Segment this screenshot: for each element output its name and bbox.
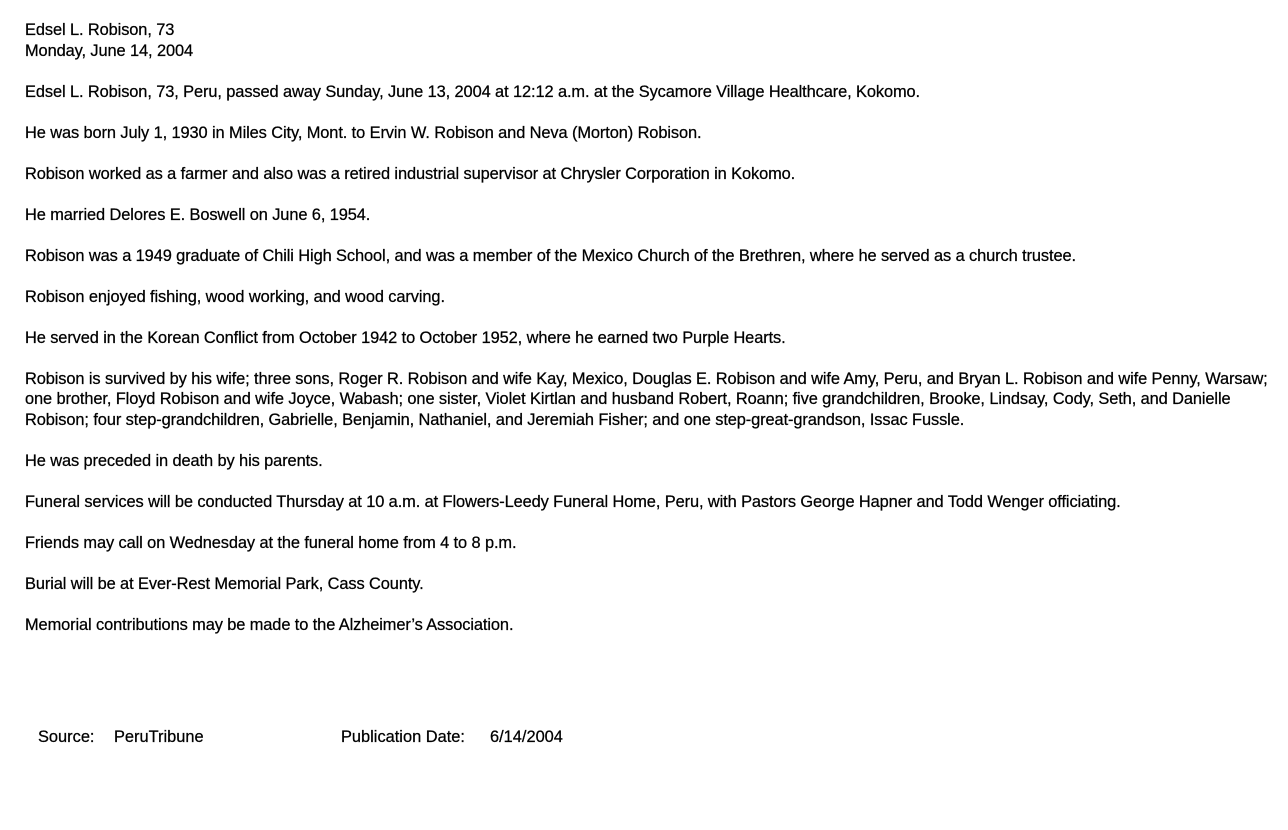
paragraph-military: He served in the Korean Conflict from October 1942 to October 1952, where he earned two Purple Hearts. <box>25 328 786 347</box>
source-footer <box>38 727 563 830</box>
paragraph-education: Robison was a 1949 graduate of Chili High School, and was a member of the Mexico Church of the Brethren, where he served as a church trustee. <box>25 246 1076 265</box>
obituary-document <box>25 20 1275 635</box>
publication-date-label: Publication Date: <box>341 728 465 746</box>
source-label: Source: <box>38 728 95 746</box>
paragraph-visitation: Friends may call on Wednesday at the funeral home from 4 to 8 p.m. <box>25 533 517 552</box>
source-value: PeruTribune <box>114 728 204 746</box>
paragraph-birth: He was born July 1, 1930 in Miles City, Mont. to Ervin W. Robison and Neva (Morton) Robison. <box>25 123 702 142</box>
paragraph-burial: Burial will be at Ever-Rest Memorial Park, Cass County. <box>25 574 424 593</box>
paragraph-career: Robison worked as a farmer and also was a retired industrial supervisor at Chrysler Corporation in Kokomo. <box>25 164 796 183</box>
paragraph-funeral: Funeral services will be conducted Thursday at 10 a.m. at Flowers-Leedy Funeral Home, Peru, with Pastors George Hapner and Todd Wenger officiating. <box>25 492 1121 511</box>
obituary-date: Monday, June 14, 2004 <box>25 41 194 60</box>
paragraph-preceded: He was preceded in death by his parents. <box>25 451 323 470</box>
obituary-title: Edsel L. Robison, 73 <box>25 21 175 39</box>
paragraph-memorials: Memorial contributions may be made to the Alzheimer’s Association. <box>25 615 514 634</box>
paragraph-survivors: Robison is survived by his wife; three sons, Roger R. Robison and wife Kay, Mexico, Douglas E. Robison and wife Amy, Peru, and Bryan L. Robison and wife Penny, Warsaw; one brother, Floyd Robison and wife Joyce, Wabash; one sister, Violet Kirtlan and husband Robert, Roann; five grandchildren, Brooke, Lindsay, Cody, Seth, and Danielle Robison; four step-grandchildren, Gabrielle, Benjamin, Nathaniel, and Jeremiah Fisher; and one step-great-grandson, Issac Fussle. <box>25 369 1268 429</box>
publication-date-value: 6/14/2004 <box>490 728 563 746</box>
paragraph-death-notice: Edsel L. Robison, 73, Peru, passed away Sunday, June 13, 2004 at 12:12 a.m. at the Sycamore Village Healthcare, Kokomo. <box>25 82 920 101</box>
paragraph-marriage: He married Delores E. Boswell on June 6, 1954. <box>25 205 371 224</box>
paragraph-hobbies: Robison enjoyed fishing, wood working, and wood carving. <box>25 287 445 306</box>
